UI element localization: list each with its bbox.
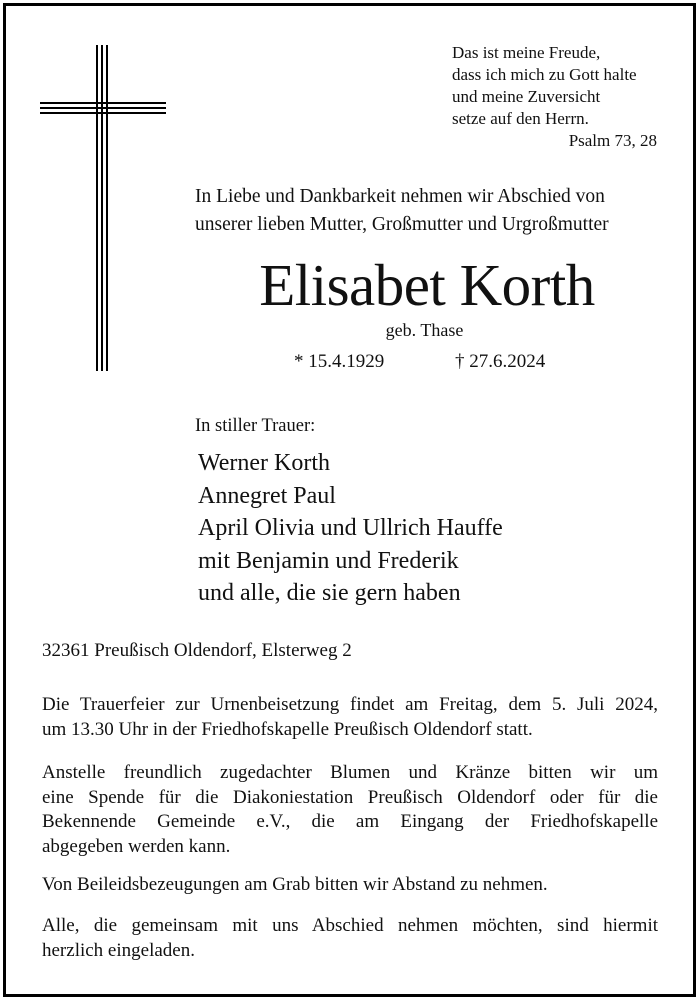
intro-text bbox=[195, 183, 609, 239]
paragraph-line: herzlich eingeladen. bbox=[42, 939, 195, 961]
paragraph-line: Alle, die gemeinsam mit uns Abschied nehmen möchten, sind hiermit bbox=[42, 915, 658, 936]
psalm-line: und meine Zuversicht bbox=[452, 87, 601, 106]
paragraph-line: abgegeben werden kann. bbox=[42, 835, 231, 857]
psalm-reference: Psalm 73, 28 bbox=[568, 131, 657, 150]
psalm-line: setze auf den Herrn. bbox=[452, 109, 589, 128]
invitation-paragraph bbox=[42, 914, 658, 963]
intro-line: unserer lieben Mutter, Großmutter und Urgroßmutter bbox=[195, 214, 609, 235]
mourners-list bbox=[198, 447, 503, 610]
paragraph-line: Von Beileidsbezeugungen am Grab bitten wir Abstand zu nehmen. bbox=[42, 874, 548, 895]
psalm-line: Das ist meine Freude, bbox=[452, 43, 601, 62]
psalm-quote bbox=[452, 42, 657, 152]
deceased-name: Elisabet Korth bbox=[259, 252, 595, 318]
mourner-name: April Olivia und Ullrich Hauffe bbox=[198, 515, 503, 541]
paragraph-line: eine Spende für die Diakoniestation Preußisch Oldendorf oder für die bbox=[42, 786, 658, 808]
mourner-name: Werner Korth bbox=[198, 450, 331, 476]
intro-line: In Liebe und Dankbarkeit nehmen wir Abschied von bbox=[195, 186, 605, 207]
paragraph-line: um 13.30 Uhr in der Friedhofskapelle Preußisch Oldendorf statt. bbox=[42, 718, 533, 740]
death-date: † 27.6.2024 bbox=[455, 351, 546, 372]
mourner-name: und alle, die sie gern haben bbox=[198, 580, 461, 606]
funeral-info-paragraph bbox=[42, 693, 658, 742]
mourner-name: mit Benjamin und Frederik bbox=[198, 547, 459, 574]
mourner-name: Annegret Paul bbox=[198, 482, 336, 509]
psalm-line: dass ich mich zu Gott halte bbox=[452, 65, 637, 84]
mourning-heading: In stiller Trauer: bbox=[195, 416, 316, 436]
condolence-paragraph bbox=[42, 873, 658, 898]
paragraph-line: Bekennende Gemeinde e.V., die am Eingang der Friedhofskapelle bbox=[42, 811, 658, 832]
paragraph-line: Anstelle freundlich zugedachter Blumen und Kränze bitten wir um bbox=[42, 762, 658, 783]
birth-date: * 15.4.1929 bbox=[294, 351, 385, 372]
donation-paragraph bbox=[42, 761, 658, 859]
birth-name: geb. Thase bbox=[385, 320, 464, 340]
paragraph-line: Die Trauerfeier zur Urnenbeisetzung findet am Freitag, dem 5. Juli 2024, bbox=[42, 694, 658, 715]
address: 32361 Preußisch Oldendorf, Elsterweg 2 bbox=[42, 640, 352, 661]
